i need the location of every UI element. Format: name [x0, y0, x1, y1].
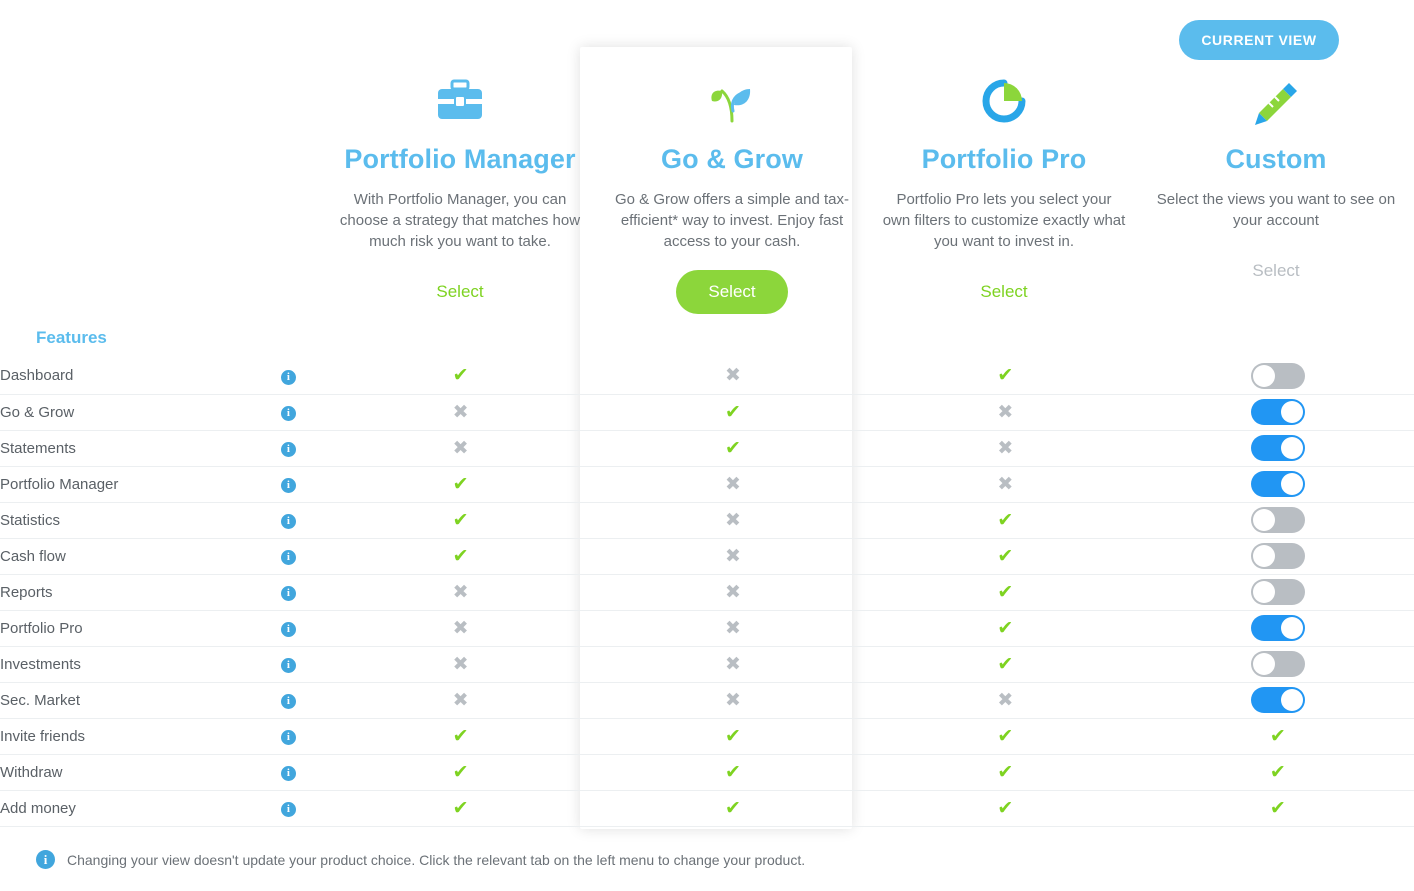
select-button-custom[interactable]: Select — [1246, 260, 1305, 282]
feature-info-cell — [252, 574, 324, 610]
select-button-portfolio-pro[interactable]: Select — [974, 281, 1033, 303]
feature-cell — [324, 718, 596, 754]
feature-cell — [597, 430, 869, 466]
feature-cell — [869, 754, 1141, 790]
info-icon[interactable]: i — [281, 622, 296, 637]
briefcase-icon — [332, 70, 588, 132]
info-icon[interactable]: i — [281, 370, 296, 385]
feature-cell — [324, 466, 596, 502]
feature-name: Cash flow — [0, 538, 252, 574]
sprout-icon — [604, 70, 860, 132]
toggle-knob — [1281, 617, 1303, 639]
info-icon[interactable]: i — [281, 802, 296, 817]
table-row — [0, 574, 1414, 610]
feature-cell — [869, 358, 1141, 394]
feature-toggle[interactable] — [1251, 687, 1305, 713]
plan-title: Custom — [1225, 144, 1327, 174]
feature-cell — [1142, 610, 1414, 646]
table-row — [0, 682, 1414, 718]
feature-name: Withdraw — [0, 754, 252, 790]
check-icon: ✔ — [452, 509, 469, 531]
cross-icon: ✖ — [997, 401, 1014, 423]
check-icon: ✔ — [1269, 797, 1286, 819]
feature-info-cell — [252, 682, 324, 718]
feature-cell — [324, 394, 596, 430]
plan-select-wrap — [876, 270, 1132, 314]
feature-name: Sec. Market — [0, 682, 252, 718]
feature-cell — [597, 610, 869, 646]
info-icon[interactable]: i — [281, 586, 296, 601]
plan-column-portfolio-manager — [324, 70, 596, 314]
feature-cell — [1142, 646, 1414, 682]
feature-cell — [597, 682, 869, 718]
table-row — [0, 718, 1414, 754]
feature-toggle[interactable] — [1251, 435, 1305, 461]
feature-cell — [597, 646, 869, 682]
cross-icon: ✖ — [997, 473, 1014, 495]
check-icon: ✔ — [997, 545, 1014, 567]
feature-cell — [597, 358, 869, 394]
feature-toggle[interactable] — [1251, 615, 1305, 641]
check-icon: ✔ — [1269, 725, 1286, 747]
feature-cell — [324, 646, 596, 682]
check-icon: ✔ — [452, 797, 469, 819]
check-icon: ✔ — [452, 545, 469, 567]
check-icon: ✔ — [725, 725, 741, 747]
feature-name: Reports — [0, 574, 252, 610]
feature-name: Dashboard — [0, 358, 252, 394]
toggle-knob — [1253, 581, 1275, 603]
info-icon: i — [36, 850, 55, 869]
feature-cell — [1142, 790, 1414, 826]
info-icon[interactable]: i — [281, 478, 296, 493]
feature-cell — [1142, 538, 1414, 574]
cross-icon: ✖ — [725, 545, 741, 567]
feature-cell — [869, 430, 1141, 466]
table-row — [0, 790, 1414, 826]
current-view-label: CURRENT VIEW — [1201, 32, 1317, 48]
feature-toggle[interactable] — [1251, 399, 1305, 425]
feature-name: Invite friends — [0, 718, 252, 754]
feature-cell — [869, 574, 1141, 610]
toggle-knob — [1253, 653, 1275, 675]
feature-name: Add money — [0, 790, 252, 826]
feature-cell — [1142, 358, 1414, 394]
feature-cell — [324, 574, 596, 610]
cross-icon: ✖ — [725, 689, 741, 711]
feature-info-cell — [252, 394, 324, 430]
cross-icon: ✖ — [452, 401, 469, 423]
check-icon: ✔ — [452, 725, 469, 747]
cross-icon: ✖ — [725, 365, 741, 387]
feature-info-cell — [252, 718, 324, 754]
plan-row-spacer — [0, 70, 324, 314]
feature-cell — [869, 394, 1141, 430]
feature-info-cell — [252, 754, 324, 790]
feature-toggle[interactable] — [1251, 579, 1305, 605]
cross-icon: ✖ — [452, 437, 469, 459]
feature-toggle[interactable] — [1251, 363, 1305, 389]
feature-cell — [869, 718, 1141, 754]
plan-column-custom — [1140, 70, 1412, 314]
feature-cell — [869, 610, 1141, 646]
feature-cell — [324, 502, 596, 538]
feature-toggle[interactable] — [1251, 651, 1305, 677]
table-row — [0, 646, 1414, 682]
feature-info-cell — [252, 610, 324, 646]
pencil-ruler-icon — [1148, 70, 1404, 132]
cross-icon: ✖ — [997, 437, 1014, 459]
plan-description: With Portfolio Manager, you can choose a strategy that matches how much risk you want to take. — [339, 191, 581, 250]
info-icon[interactable]: i — [281, 406, 296, 421]
select-button-go-and-grow[interactable]: Select — [676, 270, 787, 314]
plan-title: Portfolio Pro — [921, 144, 1087, 174]
feature-cell — [324, 610, 596, 646]
feature-cell — [324, 754, 596, 790]
feature-cell — [597, 502, 869, 538]
feature-cell — [1142, 430, 1414, 466]
check-icon: ✔ — [997, 581, 1014, 603]
table-row — [0, 394, 1414, 430]
cross-icon: ✖ — [725, 581, 741, 603]
feature-cell — [869, 682, 1141, 718]
feature-cell — [869, 466, 1141, 502]
feature-info-cell — [252, 790, 324, 826]
cross-icon: ✖ — [997, 689, 1014, 711]
check-icon: ✔ — [1269, 761, 1286, 783]
plan-select-wrap — [1148, 249, 1404, 293]
feature-cell — [597, 466, 869, 502]
feature-cell — [869, 502, 1141, 538]
feature-name: Portfolio Manager — [0, 466, 252, 502]
plan-column-portfolio-pro — [868, 70, 1140, 314]
check-icon: ✔ — [997, 797, 1014, 819]
check-icon: ✔ — [452, 761, 469, 783]
feature-cell — [597, 394, 869, 430]
plan-select-wrap — [332, 270, 588, 314]
plan-column-go-and-grow — [596, 70, 868, 314]
check-icon: ✔ — [997, 761, 1014, 783]
info-icon[interactable]: i — [281, 514, 296, 529]
feature-toggle[interactable] — [1251, 507, 1305, 533]
feature-cell — [1142, 682, 1414, 718]
toggle-knob — [1281, 473, 1303, 495]
table-row — [0, 538, 1414, 574]
plan-header-row — [0, 70, 1414, 314]
feature-cell — [324, 790, 596, 826]
toggle-knob — [1253, 509, 1275, 531]
check-icon: ✔ — [997, 365, 1014, 387]
toggle-knob — [1253, 365, 1275, 387]
check-icon: ✔ — [725, 761, 741, 783]
feature-toggle[interactable] — [1251, 543, 1305, 569]
feature-cell — [324, 538, 596, 574]
plan-title: Portfolio Manager — [344, 144, 576, 174]
plan-description: Select the views you want to see on your account — [1156, 191, 1396, 229]
check-icon: ✔ — [997, 653, 1014, 675]
feature-name: Portfolio Pro — [0, 610, 252, 646]
check-icon: ✔ — [452, 365, 469, 387]
features-section-label: Features — [36, 328, 107, 347]
feature-cell — [869, 646, 1141, 682]
feature-cell — [324, 430, 596, 466]
feature-cell — [869, 790, 1141, 826]
feature-name: Investments — [0, 646, 252, 682]
check-icon: ✔ — [997, 509, 1014, 531]
info-icon[interactable]: i — [281, 694, 296, 709]
check-icon: ✔ — [725, 401, 741, 423]
info-icon[interactable]: i — [281, 550, 296, 565]
feature-cell — [597, 790, 869, 826]
table-row — [0, 466, 1414, 502]
feature-cell — [597, 718, 869, 754]
toggle-knob — [1253, 545, 1275, 567]
toggle-knob — [1281, 437, 1303, 459]
feature-toggle[interactable] — [1251, 471, 1305, 497]
feature-cell — [1142, 394, 1414, 430]
pie-chart-icon — [876, 70, 1132, 132]
cross-icon: ✖ — [452, 653, 469, 675]
table-row — [0, 754, 1414, 790]
cross-icon: ✖ — [725, 473, 741, 495]
cross-icon: ✖ — [725, 617, 741, 639]
table-row — [0, 430, 1414, 466]
cross-icon: ✖ — [725, 653, 741, 675]
feature-cell — [1142, 754, 1414, 790]
feature-info-cell — [252, 646, 324, 682]
feature-info-cell — [252, 430, 324, 466]
feature-name: Statements — [0, 430, 252, 466]
feature-cell — [1142, 718, 1414, 754]
feature-name: Go & Grow — [0, 394, 252, 430]
cross-icon: ✖ — [452, 581, 469, 603]
feature-cell — [597, 574, 869, 610]
plan-description: Portfolio Pro lets you select your own filters to customize exactly what you want to invest in. — [882, 191, 1126, 250]
cross-icon: ✖ — [725, 509, 741, 531]
feature-info-cell — [252, 502, 324, 538]
info-icon[interactable]: i — [281, 442, 296, 457]
feature-cell — [324, 358, 596, 394]
check-icon: ✔ — [725, 437, 741, 459]
check-icon: ✔ — [452, 473, 469, 495]
feature-cell — [1142, 466, 1414, 502]
plan-title: Go & Grow — [661, 144, 803, 174]
plan-select-wrap — [604, 270, 860, 314]
check-icon: ✔ — [997, 725, 1014, 747]
info-icon[interactable]: i — [281, 766, 296, 781]
toggle-knob — [1281, 689, 1303, 711]
info-icon[interactable]: i — [281, 658, 296, 673]
features-table — [0, 358, 1414, 827]
cross-icon: ✖ — [452, 617, 469, 639]
check-icon: ✔ — [997, 617, 1014, 639]
table-row — [0, 610, 1414, 646]
feature-cell — [869, 538, 1141, 574]
plan-description: Go & Grow offers a simple and tax-efficient* way to invest. Enjoy fast access to your cash. — [615, 191, 849, 250]
current-view-badge[interactable] — [1179, 20, 1339, 60]
table-row — [0, 358, 1414, 394]
feature-cell — [1142, 502, 1414, 538]
feature-cell — [1142, 574, 1414, 610]
feature-info-cell — [252, 538, 324, 574]
feature-cell — [597, 754, 869, 790]
footer-note-text: Changing your view doesn't update your product choice. Click the relevant tab on the left menu to change your product. — [67, 851, 806, 868]
select-button-portfolio-manager[interactable]: Select — [430, 281, 489, 303]
feature-info-cell — [252, 466, 324, 502]
info-icon[interactable]: i — [281, 730, 296, 745]
cross-icon: ✖ — [452, 689, 469, 711]
toggle-knob — [1281, 401, 1303, 423]
table-row — [0, 502, 1414, 538]
feature-name: Statistics — [0, 502, 252, 538]
feature-cell — [597, 538, 869, 574]
check-icon: ✔ — [725, 797, 741, 819]
footer-note — [36, 850, 805, 869]
feature-cell — [324, 682, 596, 718]
feature-info-cell — [252, 358, 324, 394]
